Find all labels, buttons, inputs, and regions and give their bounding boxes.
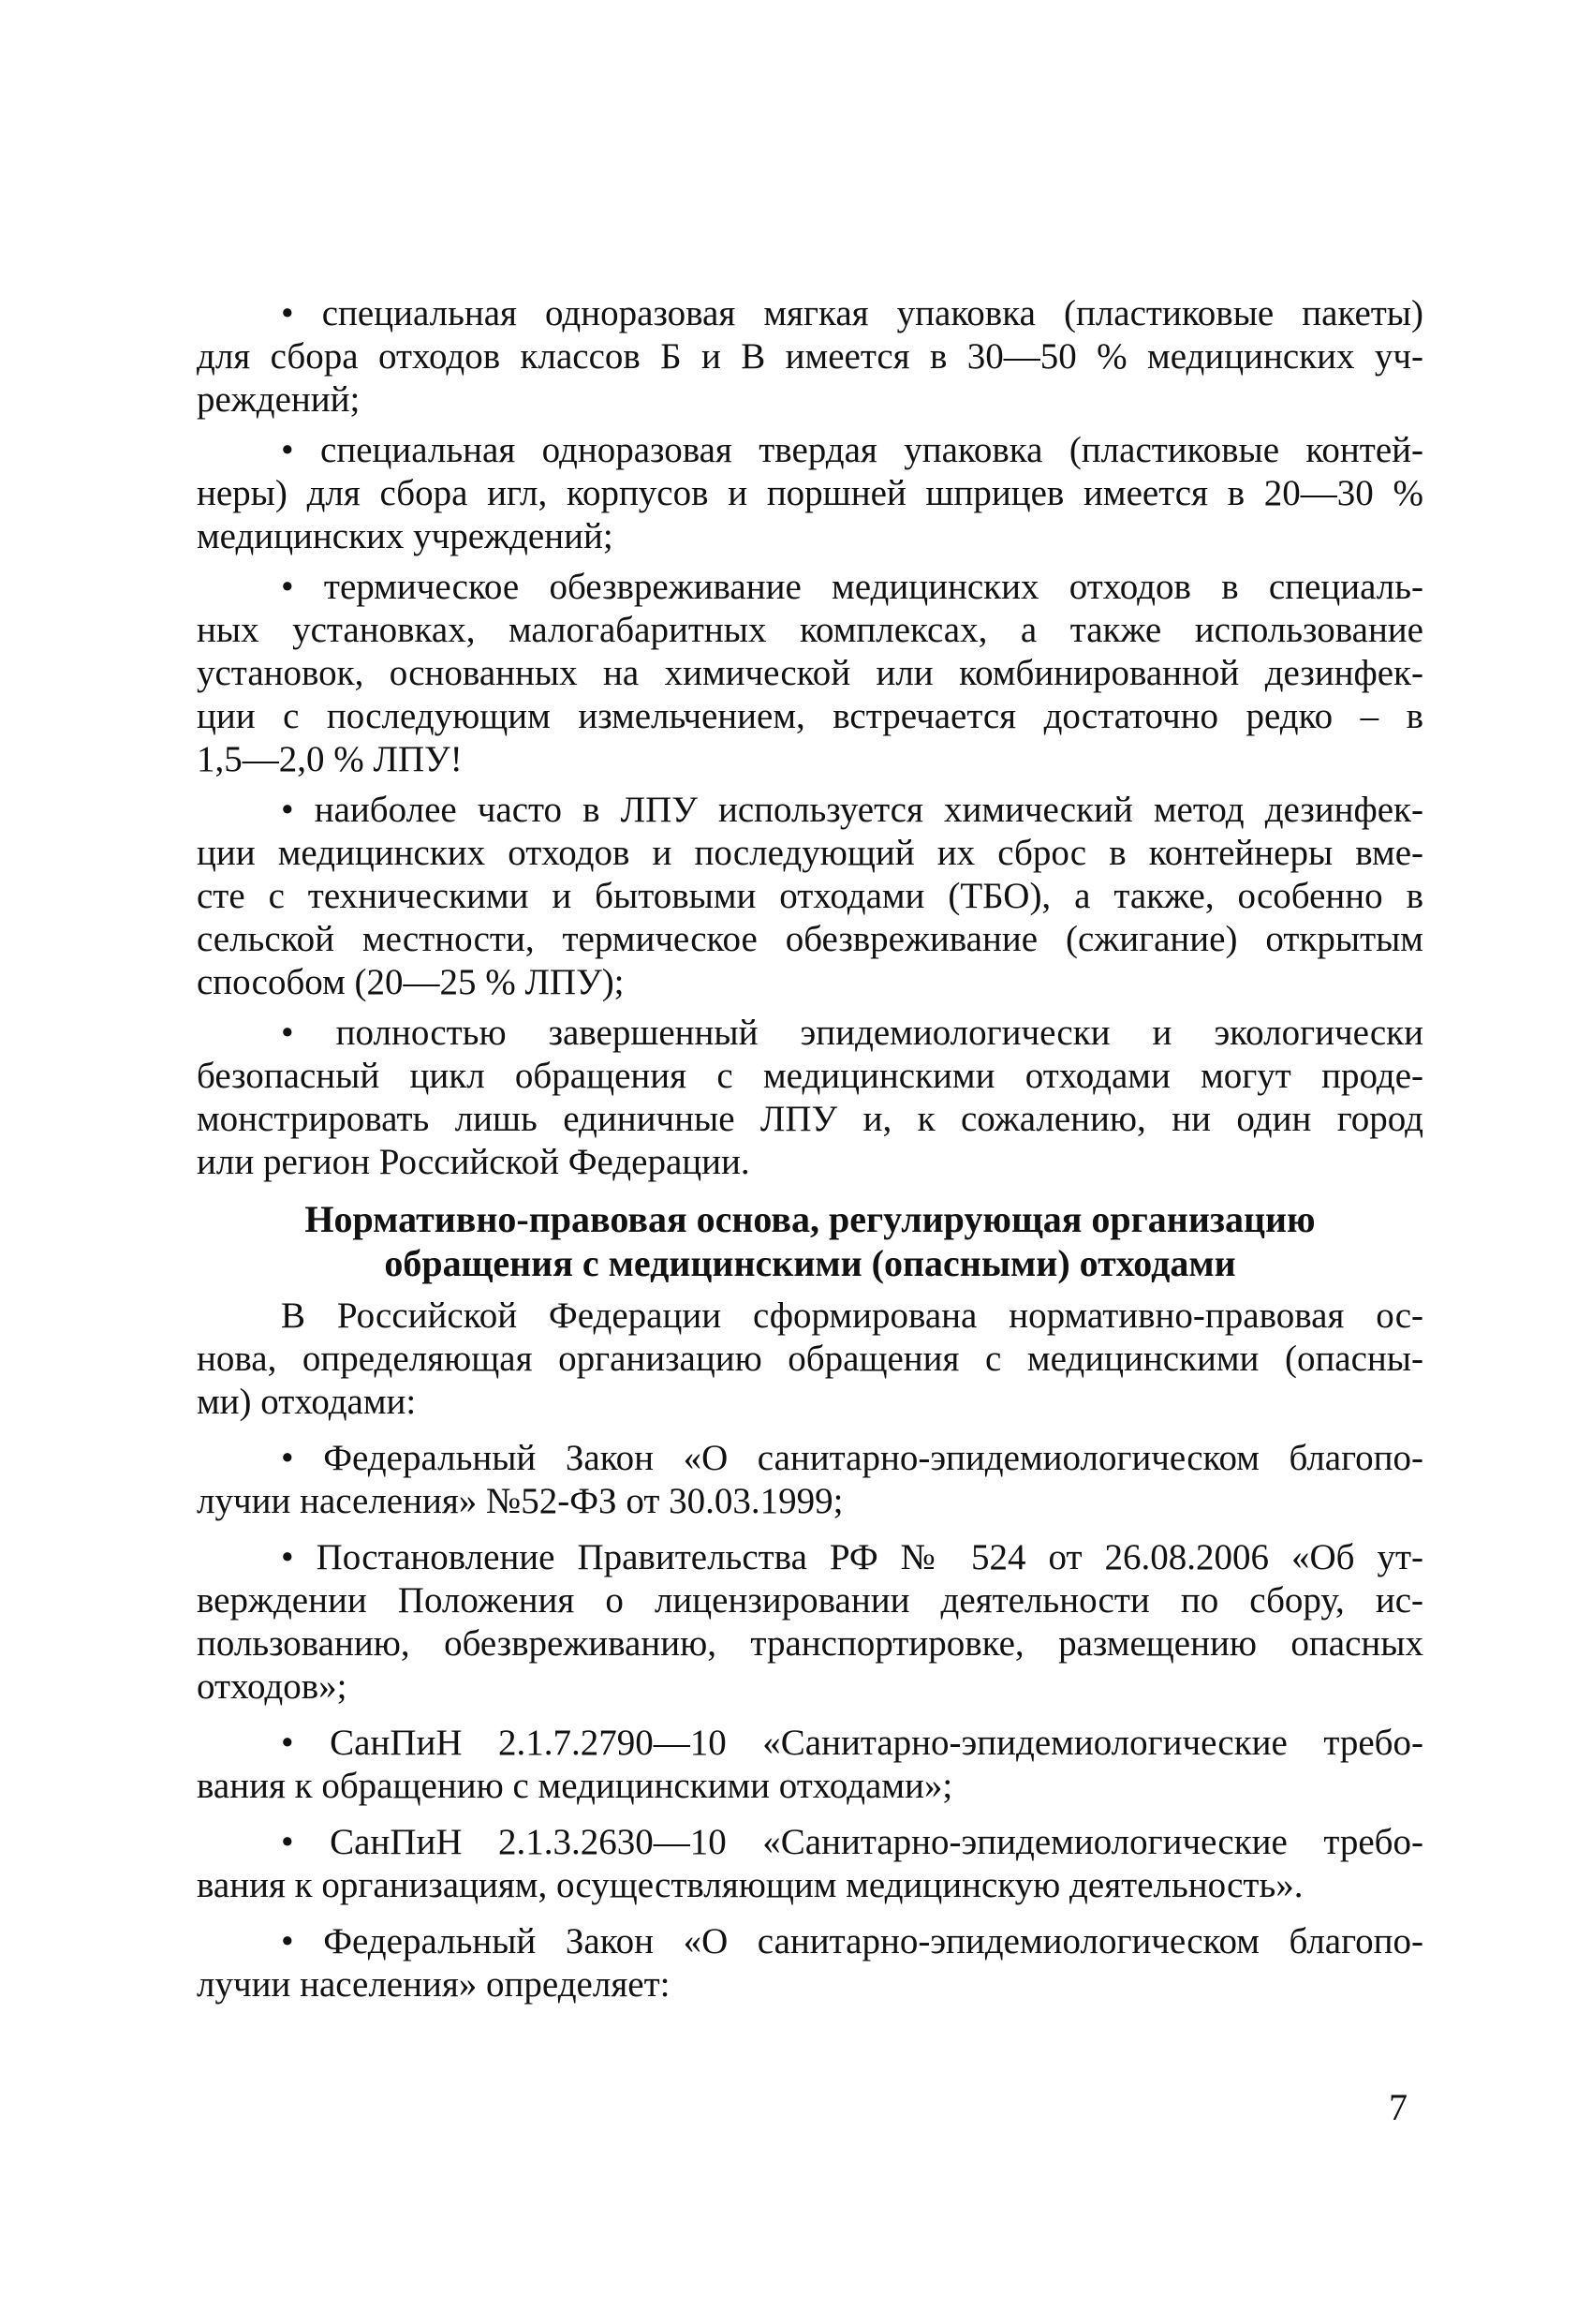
text-line: 1,5—2,0 % ЛПУ! [197, 739, 463, 779]
text-line: • Федеральный Закон «О санитарно-эпидемиологическом благопо- [281, 1438, 1423, 1478]
section-heading [197, 1197, 1423, 1285]
text-line: нова, определяющая организацию обращения с медицинскими (опасны- [197, 1339, 1423, 1379]
text-line: • наиболее часто в ЛПУ используется химический метод дезинфек- [281, 790, 1423, 830]
text-line: лучии населения» №52-ФЗ от 30.03.1999; [197, 1481, 844, 1521]
legal-basis-list [197, 1295, 1423, 2006]
text-line: лучии населения» определяет: [197, 1964, 671, 2005]
paragraph [197, 1920, 1423, 2006]
text-line: верждении Положения о лицензировании деятельности по сбору, ис- [197, 1580, 1423, 1621]
paragraph [197, 789, 1423, 1004]
text-line: медицинских учреждений; [197, 516, 613, 556]
paragraph [197, 1536, 1423, 1709]
text-line: • СанПиН 2.1.7.2790—10 «Санитарно-эпидемиологические требо- [281, 1723, 1423, 1763]
text-line: для сбора отходов классов Б и В имеется в 30—50 % медицинских уч- [197, 336, 1423, 377]
heading-line: Нормативно-правовая основа, регулирующая организацию [304, 1198, 1316, 1240]
text-line: реждений; [197, 379, 361, 420]
paragraph [197, 1821, 1423, 1907]
text-line: монстрировать лишь единичные ЛПУ и, к сожалению, ни один город [197, 1099, 1423, 1139]
heading-line: обращения с медицинскими (опасными) отходами [384, 1242, 1236, 1284]
text-line: ции медицинских отходов и последующий их сброс в контейнеры вме- [197, 833, 1423, 873]
paragraph [197, 1295, 1423, 1424]
text-line: • термическое обезвреживание медицинских отходов в специаль- [281, 567, 1423, 607]
paragraph [197, 292, 1423, 422]
text-line: ми) отходами: [197, 1382, 417, 1422]
text-line: • полностью завершенный эпидемиологически и экологически [281, 1013, 1423, 1053]
page-body [197, 292, 1423, 2006]
paragraph [197, 566, 1423, 781]
text-line: пользованию, обезвреживанию, транспортировке, размещению опасных [197, 1623, 1423, 1664]
text-line: установок, основанных на химической или комбинированной дезинфек- [197, 653, 1423, 693]
text-line: • специальная одноразовая мягкая упаковка (пластиковые пакеты) [281, 293, 1423, 333]
text-line: сте с техническими и бытовыми отходами (ТБО), а также, особенно в [197, 876, 1423, 916]
text-line: сельской местности, термическое обезвреживание (сжигание) открытым [197, 919, 1423, 959]
text-line: или регион Российской Федерации. [197, 1142, 750, 1182]
bullet-list-statistics [197, 292, 1423, 1184]
text-line: • СанПиН 2.1.3.2630—10 «Санитарно-эпидемиологические требо- [281, 1822, 1423, 1862]
page-number: 7 [1389, 2086, 1408, 2128]
paragraph [197, 429, 1423, 558]
text-line: способом (20—25 % ЛПУ); [197, 962, 625, 1002]
paragraph [197, 1012, 1423, 1184]
paragraph [197, 1722, 1423, 1808]
paragraph [197, 1437, 1423, 1523]
text-line: безопасный цикл обращения с медицинскими отходами могут проде- [197, 1056, 1423, 1096]
text-line: вания к обращению с медицинскими отходами»; [197, 1766, 953, 1806]
text-line: вания к организациям, осуществляющим медицинскую деятельность». [197, 1865, 1304, 1905]
text-line: ции с последующим измельчением, встречается достаточно редко – в [197, 696, 1423, 736]
text-line: В Российской Федерации сформирована нормативно-правовая ос- [281, 1295, 1423, 1336]
text-line: • Постановление Правительства РФ № 524 от 26.08.2006 «Об ут- [281, 1537, 1423, 1577]
text-line: • Федеральный Закон «О санитарно-эпидемиологическом благопо- [281, 1921, 1423, 1961]
text-line: отходов»; [197, 1666, 347, 1707]
text-line: неры) для сбора игл, корпусов и поршней шприцев имеется в 20—30 % [197, 473, 1423, 513]
text-line: • специальная одноразовая твердая упаковка (пластиковые контей- [281, 430, 1423, 470]
text-line: ных установках, малогабаритных комплексах, а также использование [197, 610, 1423, 650]
